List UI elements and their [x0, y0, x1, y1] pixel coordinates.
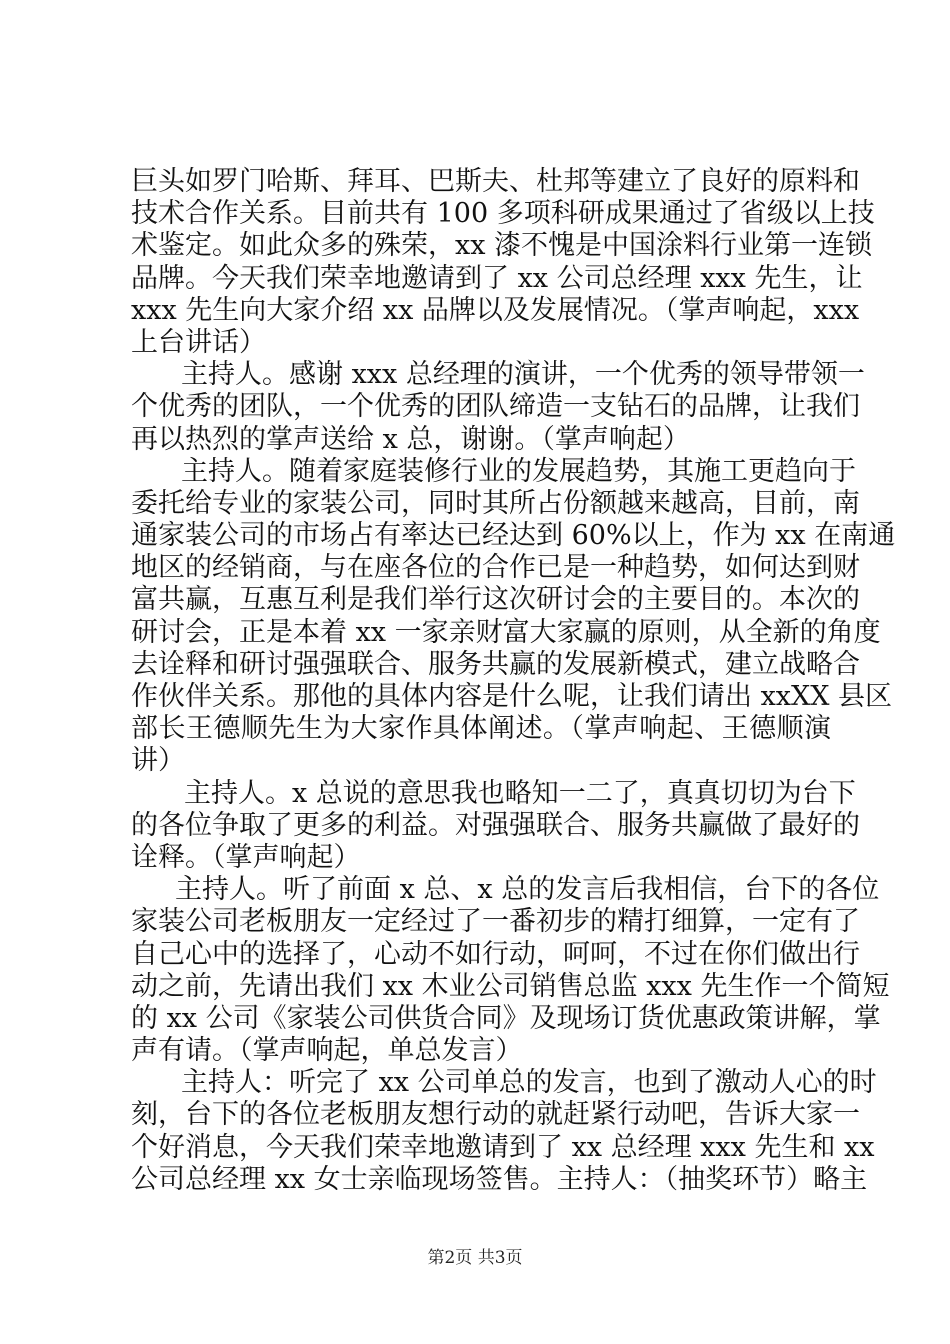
text-line: 再以热烈的掌声送给 x 总，谢谢。（掌声响起） — [131, 423, 690, 455]
page-number: 第2页 共3页 — [427, 1248, 523, 1268]
text-line: 的各位争取了更多的利益。对强强联合、服务共赢做了最好的 — [131, 809, 860, 841]
paragraph-start-line: 主持人。听了前面 x 总、x 总的发言后我相信，台下的各位 — [175, 874, 880, 906]
text-line: 通家装公司的市场占有率达已经达到 60%以上，作为 xx 在南通 — [131, 520, 896, 552]
text-line: 刻，台下的各位老板朋友想行动的就赶紧行动吧，告诉大家一 — [131, 1099, 860, 1131]
text-line: 的 xx 公司《家装公司供货合同》及现场订货优惠政策讲解，掌 — [131, 1002, 881, 1034]
text-line: 品牌。今天我们荣幸地邀请到了 xx 公司总经理 xxx 先生，让 — [131, 262, 863, 294]
text-line: 个优秀的团队，一个优秀的团队缔造一支钻石的品牌，让我们 — [131, 391, 860, 423]
text-line: 术鉴定。如此众多的殊荣，xx 漆不愧是中国涂料行业第一连锁 — [131, 230, 873, 262]
text-line: 作伙伴关系。那他的具体内容是什么呢，让我们请出 xxXX 县区 — [131, 681, 893, 712]
paragraph-start-line: 主持人。x 总说的意思我也略知一二了，真真切切为台下 — [184, 777, 856, 809]
text-line: 委托给专业的家装公司，同时其所占份额越来越高，目前，南 — [131, 487, 860, 519]
text-line: 个好消息，今天我们荣幸地邀请到了 xx 总经理 xxx 先生和 xx — [131, 1131, 875, 1163]
text-line: xxx 先生向大家介绍 xx 品牌以及发展情况。（掌声响起，xxx — [131, 294, 860, 326]
text-line: 研讨会，正是本着 xx 一家亲财富大家赢的原则，从全新的角度 — [131, 616, 881, 648]
text-line: 公司总经理 xx 女士亲临现场签售。主持人：（抽奖环节）略主 — [131, 1163, 868, 1195]
text-line: 技术合作关系。目前共有 100 多项科研成果通过了省级以上技 — [131, 198, 875, 230]
paragraph-start-line: 主持人。感谢 xxx 总经理的演讲，一个优秀的领导带领一 — [181, 359, 865, 391]
paragraph-start-line: 主持人。随着家庭装修行业的发展趋势，其施工更趋向于 — [181, 455, 856, 487]
text-line: 巨头如罗门哈斯、拜耳、巴斯夫、杜邦等建立了良好的原料和 — [131, 166, 860, 197]
text-line: 自己心中的选择了，心动不如行动，呵呵，不过在你们做出行 — [131, 938, 860, 970]
text-line: 部长王德顺先生为大家作具体阐述。（掌声响起、王德顺演 — [131, 713, 831, 745]
text-line: 声有请。（掌声响起，单总发言） — [131, 1035, 523, 1067]
text-line: 家装公司老板朋友一定经过了一番初步的精打细算，一定有了 — [131, 906, 860, 938]
text-line: 诠释。（掌声响起） — [131, 841, 361, 873]
paragraph-start-line: 主持人：听完了 xx 公司单总的发言，也到了激动人心的时 — [181, 1067, 877, 1099]
text-line: 地区的经销商，与在座各位的合作已是一种趋势，如何达到财 — [131, 552, 860, 584]
text-line: 上台讲话） — [131, 326, 266, 358]
text-line: 富共赢，互惠互利是我们举行这次研讨会的主要目的。本次的 — [131, 584, 860, 616]
text-line: 讲） — [131, 745, 185, 777]
text-line: 动之前，先请出我们 xx 木业公司销售总监 xxx 先生作一个简短 — [131, 970, 890, 1002]
document-body — [131, 166, 896, 1196]
text-line: 去诠释和研讨强强联合、服务共赢的发展新模式，建立战略合 — [131, 648, 860, 680]
